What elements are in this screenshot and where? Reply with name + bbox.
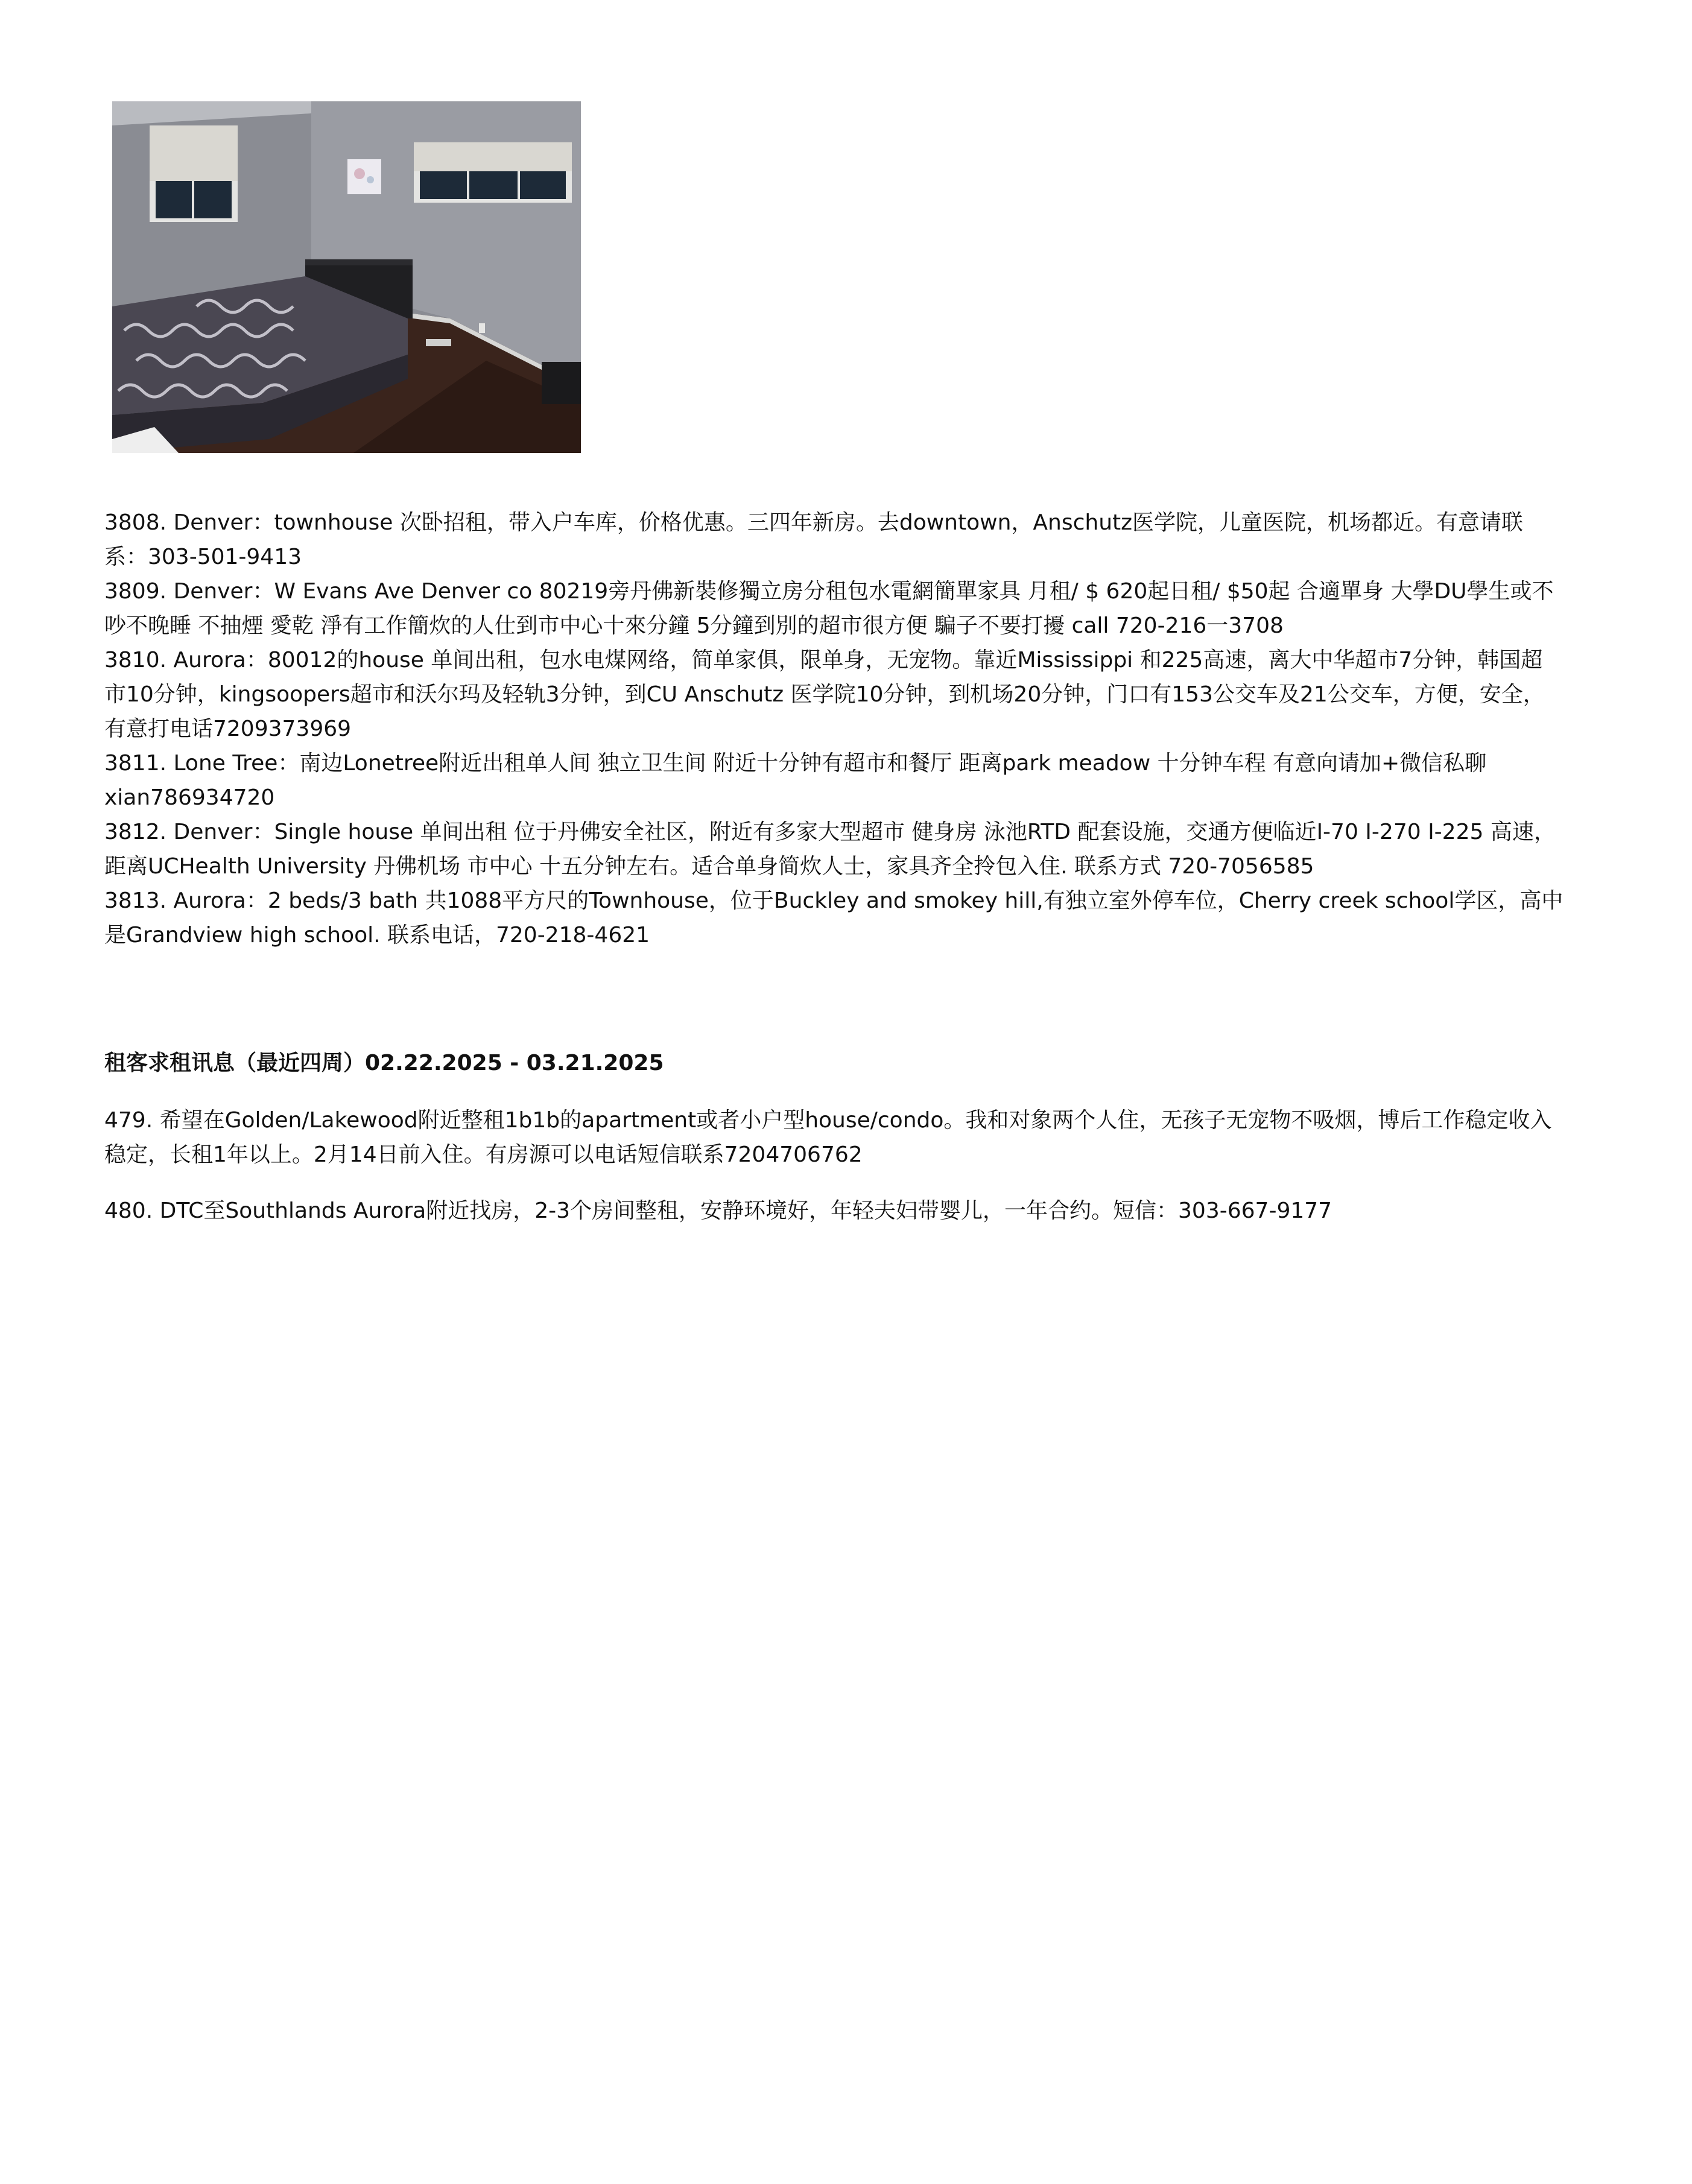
listing-item: 3812. Denver：Single house 单间出租 位于丹佛安全社区，附近有多家大型超市 健身房 泳池RTD 配套设施，交通方便临近I-70 I-270 I-225 高速，距离UCHealth University 丹佛机场 市中心 十五分钟左右。适合单身简炊人士，家具齐全拎包入住. 联系方式 720-7056585 xyxy=(104,820,1556,879)
request-item: 479. 希望在Golden/Lakewood附近整租1b1b的apartment或者小户型house/condo。我和对象两个人住，无孩子无宠物不吸烟，博后工作稳定收入稳定，长租1年以上。2月14日前入住。有房源可以电话短信联系7204706762 xyxy=(104,1108,1552,1167)
listing-item: 3813. Aurora：2 beds/3 bath 共1088平方尺的Townhouse，位于Buckley and smokey hill,有独立室外停车位，Cherry creek school学区，高中是Grandview high school. 联系电话，720-218-4621 xyxy=(104,888,1564,948)
tenant-requests xyxy=(104,1103,1564,1250)
bedroom-image xyxy=(112,101,581,453)
request-item: 480. DTC至Southlands Aurora附近找房，2-3个房间整租，安静环境好，年轻夫妇带婴儿，一年合约。短信：303-667-9177 xyxy=(104,1198,1332,1223)
listing-item: 3810. Aurora：80012的house 单间出租，包水电煤网络，简单家俱，限单身，无宠物。靠近Mississippi 和225高速，离大中华超市7分钟，韩国超市10分钟，kingsoopers超市和沃尔玛及轻轨3分钟，到CU Anschutz 医学院10分钟，到机场20分钟，门口有153公交车及21公交车，方便，安全，有意打电话7209373969 xyxy=(104,648,1545,741)
rental-listings xyxy=(104,505,1564,952)
requests-section-title: 租客求租讯息（最近四周）02.22.2025 - 03.21.2025 xyxy=(104,1051,664,1075)
listing-item: 3809. Denver：W Evans Ave Denver co 80219旁丹佛新裝修獨立房分租包水電網簡單家具 月租/ $ 620起日租/ $50起 合適單身 大學DU學生或不吵不晚睡 不抽煙 愛乾 淨有工作簡炊的人仕到市中心十來分鐘 5分鐘到別的超市很方便 騙子不要打擾 call 720-216一3708 xyxy=(104,579,1554,638)
bedroom-photo xyxy=(112,101,581,453)
listing-item: 3808. Denver：townhouse 次卧招租，带入户车库，价格优惠。三四年新房。去downtown，Anschutz医学院，儿童医院，机场都近。有意请联系：303-501-9413 xyxy=(104,510,1524,569)
listing-item: 3811. Lone Tree：南边Lonetree附近出租单人间 独立卫生间 附近十分钟有超市和餐厅 距离park meadow 十分钟车程 有意向请加+微信私聊xian786934720 xyxy=(104,751,1487,810)
